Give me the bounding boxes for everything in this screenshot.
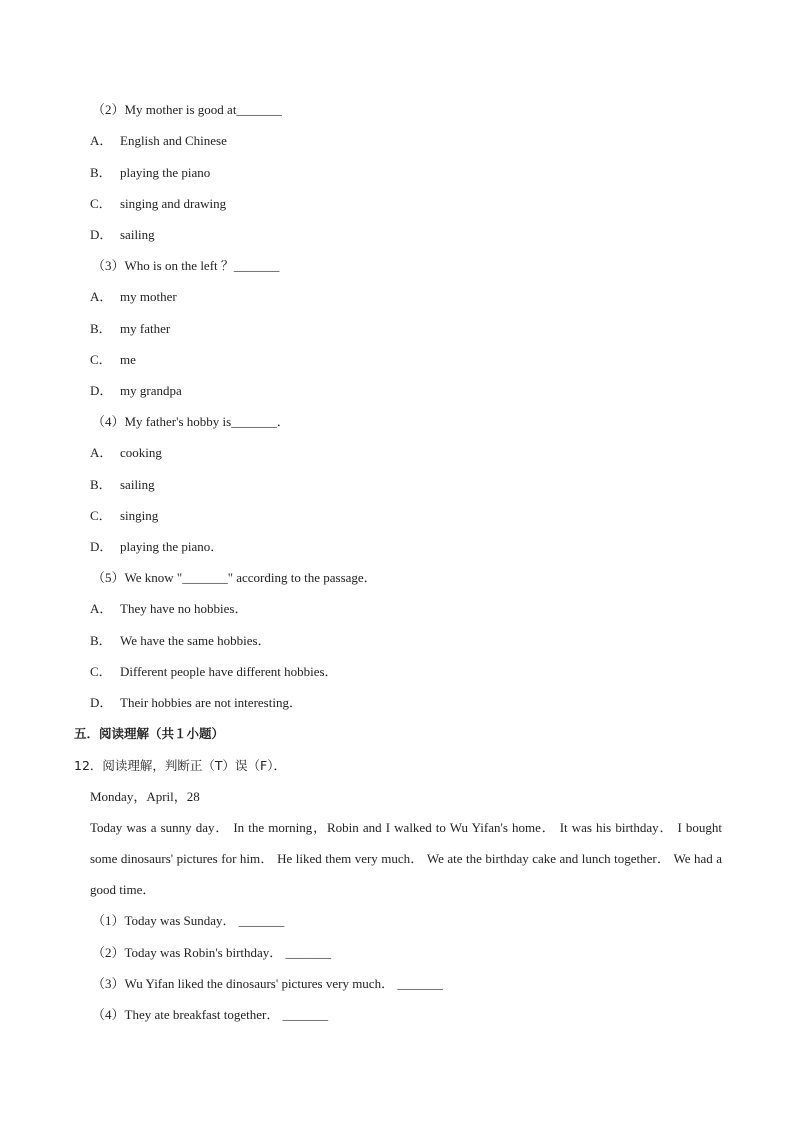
option-text: sailing [120,477,155,492]
option-text: English and Chinese [120,133,227,148]
option-letter: A． [90,133,113,148]
q5-option-c [90,663,338,681]
option-letter: C． [90,352,112,367]
statement-4: （4）They ate breakfast together． _______ [92,1007,329,1022]
q5-option-d [90,694,302,712]
option-letter: A． [90,289,113,304]
option-text: Their hobbies are not interesting． [120,695,302,710]
option-letter: D． [90,227,113,242]
q3-option-c [90,351,136,369]
statement-2: （2）Today was Robin's birthday． _______ [92,945,332,960]
option-text: my father [120,321,171,336]
option-letter: C． [90,508,112,523]
q3-option-a [90,288,177,306]
question-2-stem: （2）My mother is good at_______ [92,102,282,117]
option-text: Different people have different hobbies． [120,664,338,679]
statement-3: （3）Wu Yifan liked the dinosaurs' pictures very much． _______ [92,976,443,991]
option-text: me [120,352,136,367]
question-12-stem: 12．阅读理解，判断正（T）误（F）． [74,758,286,773]
passage-date: Monday，April，28 [90,789,200,804]
statement-1: （1）Today was Sunday． _______ [92,913,285,928]
option-text: They have no hobbies． [120,601,248,616]
option-letter: B． [90,477,112,492]
option-text: singing [120,508,159,523]
q2-option-b [90,164,210,182]
q2-option-d [90,226,155,244]
option-letter: A． [90,601,113,616]
option-text: my grandpa [120,383,182,398]
option-text: my mother [120,289,177,304]
option-letter: A． [90,445,113,460]
section-title: 五．阅读理解（共１小题） [74,726,225,741]
q4-option-a [90,444,162,462]
option-letter: C． [90,664,112,679]
question-4-stem: （4）My father's hobby is_______． [92,414,290,429]
question-5-stem: （5）We know "_______" according to the passage． [92,570,377,585]
option-letter: D． [90,539,113,554]
option-letter: D． [90,383,113,398]
option-text: singing and drawing [120,196,227,211]
q3-option-d [90,382,182,400]
q2-option-a [90,132,227,150]
q5-option-b [90,632,271,650]
option-text: playing the piano [120,165,211,180]
question-3-stem: （3）Who is on the left ？_______ [92,258,280,273]
passage-text: Today was a sunny day． In the morning，Robin and I walked to Wu Yifan's home． It was his birthday． I bought some dinosaurs' pictures for him． He liked them very much． We ate the birthday cake and lunch together． We had a good time． [90,820,722,897]
q4-option-b [90,476,155,494]
option-letter: B． [90,633,112,648]
q2-option-c [90,195,226,213]
option-letter: C． [90,196,112,211]
option-text: sailing [120,227,155,242]
option-letter: B． [90,321,112,336]
q4-option-d [90,538,223,556]
q5-option-a [90,600,247,618]
option-letter: D． [90,695,113,710]
option-text: We have the same hobbies． [120,633,271,648]
q4-option-c [90,507,158,525]
q3-option-b [90,320,170,338]
option-text: cooking [120,445,162,460]
option-text: playing the piano． [120,539,224,554]
option-letter: B． [90,165,112,180]
